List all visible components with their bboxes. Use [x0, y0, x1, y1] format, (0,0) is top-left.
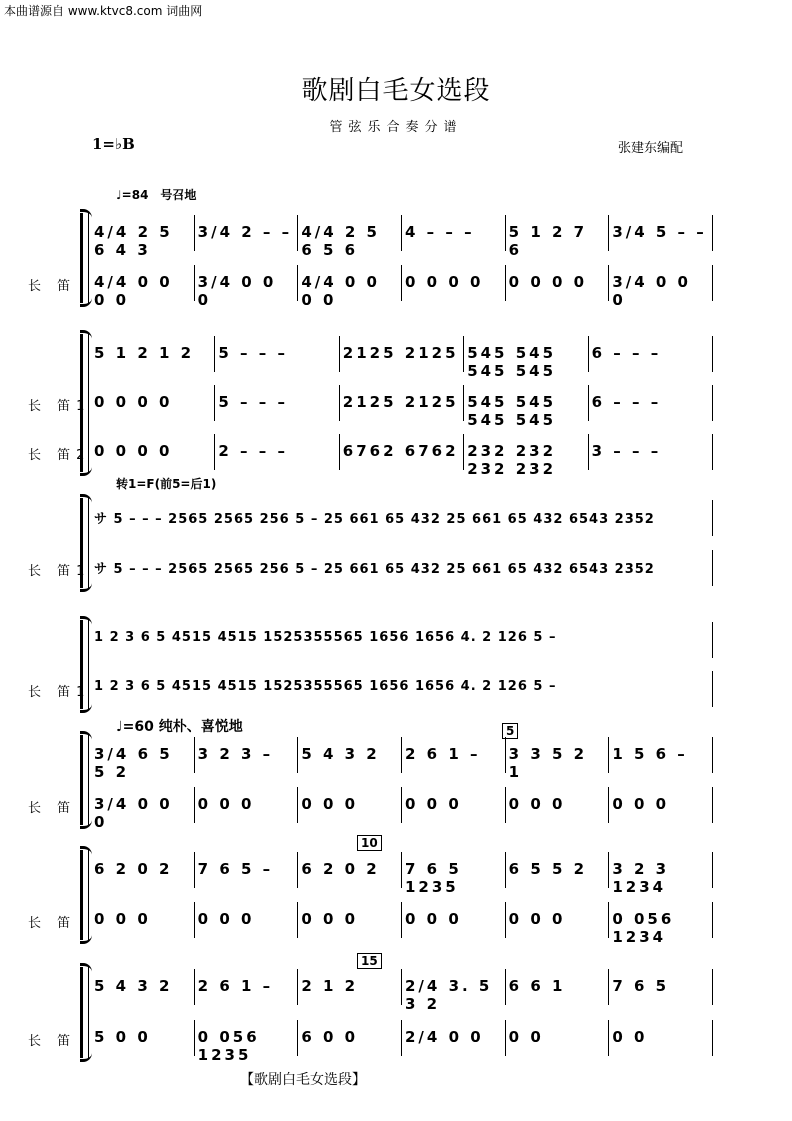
measure: 3/4 6 5 5 2: [94, 745, 173, 781]
measure: 232 232 232 232: [467, 442, 557, 478]
barline: [401, 969, 402, 1005]
measure: 1 2 3 6 5 4515 4515 1525355565 1656 1656 4. 2 126 5 –: [94, 679, 557, 694]
barline: [339, 385, 340, 421]
measure: 0 056 1234: [612, 910, 675, 946]
barline: [463, 385, 464, 421]
measure: 3 2 3 –: [197, 745, 274, 763]
measure: 6 5 5 2: [508, 860, 588, 878]
barline: [297, 1020, 298, 1056]
measure: 545 545 545 545: [467, 393, 557, 429]
barline: [505, 902, 506, 938]
barline: [505, 852, 506, 888]
staff-row: [88, 671, 718, 707]
measure: 6 – – –: [591, 344, 662, 362]
measure: 3/4 0 0 0: [197, 273, 277, 309]
measure: 0 0 0 0: [94, 393, 173, 411]
measure: 2 6 1 –: [405, 745, 481, 763]
measure: 1 2 3 6 5 4515 4515 1525355565 1656 1656 4. 2 126 5 –: [94, 630, 557, 645]
barline: [194, 737, 195, 773]
measure: 0 0 0: [301, 910, 359, 928]
rehearsal-mark-15: 15: [357, 953, 382, 969]
barline: [505, 265, 506, 301]
measure: 0 0 0: [301, 795, 359, 813]
barline: [712, 737, 713, 773]
measure: 4/4 2 5 6 5 6: [301, 223, 380, 259]
measure: 2/4 0 0: [405, 1028, 484, 1046]
barline: [712, 336, 713, 372]
barline: [608, 737, 609, 773]
staff-row: [88, 852, 718, 896]
system-brace: [80, 850, 83, 940]
barline: [505, 215, 506, 251]
barline: [712, 902, 713, 938]
barline: [588, 434, 589, 470]
staff-row: [88, 385, 718, 429]
measure: 545 545 545 545: [467, 344, 557, 380]
barline: [339, 336, 340, 372]
barline: [194, 787, 195, 823]
system-brace: [80, 213, 83, 303]
instrument-label: 长 笛: [28, 1034, 77, 1049]
measure: 3/4 5 – –: [612, 223, 707, 241]
barline: [608, 852, 609, 888]
measure: 0 056 1235: [197, 1028, 260, 1064]
barline: [712, 969, 713, 1005]
barline: [712, 671, 713, 707]
measure: 3/4 0 0 0: [94, 795, 173, 831]
tempo-marking-1: ♩=84 号召地: [116, 188, 197, 202]
modulation-marking: 转1=F(前5=后1): [116, 477, 217, 491]
barline: [401, 737, 402, 773]
measure: 6 2 0 2: [94, 860, 173, 878]
instrument-label: 长 笛2: [28, 448, 91, 463]
measure: 0 0 0: [612, 795, 670, 813]
measure: 5 – – –: [218, 393, 288, 411]
barline: [214, 336, 215, 372]
barline: [401, 265, 402, 301]
staff-row: [88, 969, 718, 1013]
measure: 0 0 0: [94, 910, 151, 928]
measure: サ 5 – – – 2565 2565 256 5 – 25 661 65 432 25 661 65 432 6543 2352: [94, 512, 655, 527]
measure: 1 5 6 –: [612, 745, 688, 763]
staff-row: [88, 737, 718, 781]
barline: [712, 385, 713, 421]
barline: [401, 1020, 402, 1056]
measure: 2 1 2: [301, 977, 359, 995]
measure: 0 0 0 0: [405, 273, 484, 291]
instrument-label: 长 笛: [28, 916, 77, 931]
measure: 2 6 1 –: [197, 977, 274, 995]
barline: [194, 902, 195, 938]
system-brace: [80, 735, 83, 825]
arranger: 张建东编配: [618, 141, 684, 156]
measure: 0 0 0: [508, 910, 566, 928]
barline: [194, 265, 195, 301]
measure: 0 0 0 0: [508, 273, 588, 291]
barline: [297, 902, 298, 938]
rehearsal-mark-10: 10: [357, 835, 382, 851]
barline: [401, 215, 402, 251]
measure: 6 – – –: [591, 393, 662, 411]
measure: 0 0: [508, 1028, 544, 1046]
instrument-label: 长 笛: [28, 801, 77, 816]
measure: 3 2 3 1234: [612, 860, 670, 896]
measure: 6 6 1: [508, 977, 566, 995]
barline: [194, 215, 195, 251]
measure: 3/4 2 – –: [197, 223, 293, 241]
barline: [214, 385, 215, 421]
page-title: 歌剧白毛女选段: [301, 76, 491, 106]
barline: [712, 852, 713, 888]
measure: 4/4 0 0 0 0: [94, 273, 173, 309]
measure: 7 6 5 1235: [405, 860, 462, 896]
measure: 7 6 5 –: [197, 860, 274, 878]
measure: 3/4 0 0 0: [612, 273, 691, 309]
barline: [194, 852, 195, 888]
page-subtitle: 管弦乐合奏分谱: [329, 120, 463, 135]
barline: [463, 434, 464, 470]
footer-label: 【歌剧白毛女选段】: [240, 1072, 366, 1088]
staff-row: [88, 265, 718, 309]
barline: [712, 434, 713, 470]
system-brace: [80, 967, 83, 1058]
barline: [194, 969, 195, 1005]
measure: 0 0 0: [405, 795, 462, 813]
barline: [712, 265, 713, 301]
barline: [712, 622, 713, 658]
measure: 2125 2125: [342, 393, 459, 411]
barline: [297, 265, 298, 301]
barline: [608, 902, 609, 938]
rehearsal-mark-5: 5: [502, 723, 518, 739]
measure: 0 0 0 0: [94, 442, 173, 460]
measure: サ 5 – – – 2565 2565 256 5 – 25 661 65 432 25 661 65 432 6543 2352: [94, 562, 655, 577]
staff-row: [88, 787, 718, 831]
measure: 4/4 0 0 0 0: [301, 273, 380, 309]
instrument-label: 长 笛1: [28, 399, 91, 414]
barline: [608, 969, 609, 1005]
instrument-label: 长 笛: [28, 279, 77, 294]
measure: 3 – – –: [591, 442, 662, 460]
barline: [608, 1020, 609, 1056]
barline: [214, 434, 215, 470]
barline: [505, 737, 506, 773]
measure: 4 – – –: [405, 223, 475, 241]
barline: [401, 902, 402, 938]
measure: 2/4 3. 5 3 2: [405, 977, 493, 1013]
barline: [505, 787, 506, 823]
measure: 2125 2125: [342, 344, 459, 362]
measure: 5 4 3 2: [94, 977, 173, 995]
barline: [712, 787, 713, 823]
barline: [608, 265, 609, 301]
barline: [297, 787, 298, 823]
measure: 6 0 0: [301, 1028, 359, 1046]
barline: [401, 852, 402, 888]
barline: [401, 787, 402, 823]
staff-row: [88, 550, 718, 586]
measure: 5 1 2 7 6: [508, 223, 588, 259]
barline: [463, 336, 464, 372]
measure: 3 3 5 2 1: [508, 745, 588, 781]
staff-row: [88, 215, 718, 259]
measure: 6 2 0 2: [301, 860, 380, 878]
measure: 5 4 3 2: [301, 745, 380, 763]
barline: [297, 969, 298, 1005]
instrument-label: 长 笛1: [28, 564, 91, 579]
measure: 0 0 0: [405, 910, 462, 928]
staff-row: [88, 434, 718, 478]
barline: [712, 550, 713, 586]
barline: [712, 500, 713, 536]
measure: 5 1 2 1 2: [94, 344, 195, 362]
barline: [505, 1020, 506, 1056]
measure: 0 0 0: [197, 795, 255, 813]
staff-row: [88, 336, 718, 380]
barline: [588, 385, 589, 421]
barline: [712, 215, 713, 251]
barline: [608, 787, 609, 823]
staff-row: [88, 1020, 718, 1064]
measure: 2 – – –: [218, 442, 288, 460]
measure: 4/4 2 5 6 4 3: [94, 223, 173, 259]
barline: [297, 215, 298, 251]
source-header: 本曲谱源自 www.ktvc8.com 词曲网: [4, 4, 203, 18]
measure: 7 6 5: [612, 977, 670, 995]
barline: [712, 1020, 713, 1056]
measure: 0 0: [612, 1028, 648, 1046]
staff-row: [88, 902, 718, 946]
key-signature: 1=♭B: [92, 135, 135, 153]
instrument-label: 长 笛1: [28, 685, 91, 700]
barline: [339, 434, 340, 470]
barline: [608, 215, 609, 251]
staff-row: [88, 500, 718, 536]
measure: 5 – – –: [218, 344, 288, 362]
barline: [588, 336, 589, 372]
tempo-marking-2: ♩=60 纯朴、喜悦地: [116, 719, 243, 735]
measure: 0 0 0: [508, 795, 566, 813]
barline: [297, 852, 298, 888]
measure: 6762 6762: [342, 442, 459, 460]
barline: [505, 969, 506, 1005]
measure: 0 0 0: [197, 910, 255, 928]
barline: [297, 737, 298, 773]
barline: [194, 1020, 195, 1056]
measure: 5 0 0: [94, 1028, 151, 1046]
staff-row: [88, 622, 718, 658]
